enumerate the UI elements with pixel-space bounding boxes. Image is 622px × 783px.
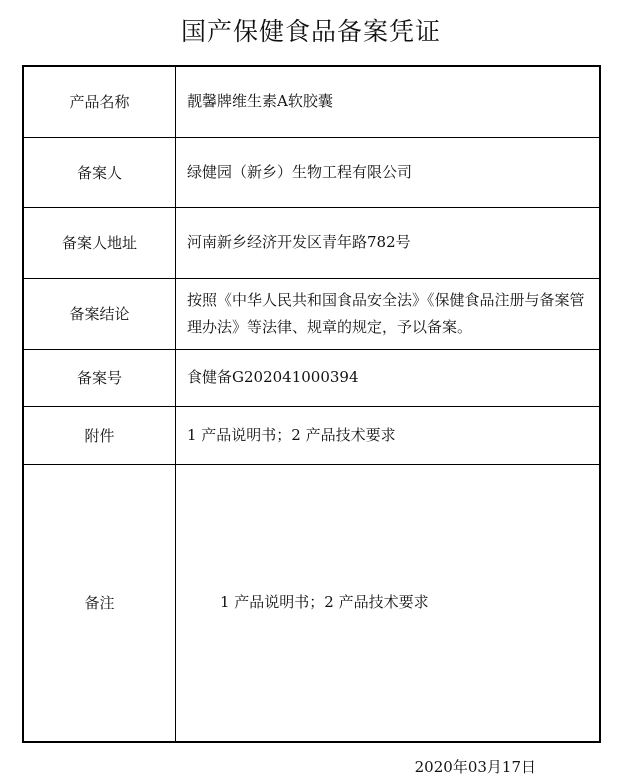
conclusion-value: 按照《中华人民共和国食品安全法》《保健食品注册与备案管理办法》等法律、规章的规定，予以备案。: [176, 278, 601, 349]
remarks-label: 备注: [23, 464, 176, 742]
conclusion-label: 备案结论: [23, 278, 176, 349]
record-number-value: 食健备G202041000394: [176, 349, 601, 406]
attachments-value: 1 产品说明书；2 产品技术要求: [176, 406, 601, 464]
issue-date: 2020年03月17日: [414, 758, 536, 776]
product-name-label: 产品名称: [23, 66, 176, 137]
filer-address-label: 备案人地址: [23, 207, 176, 278]
attachments-label: 附件: [23, 406, 176, 464]
table-row-record-number: [23, 349, 600, 406]
document-title: 国产保健食品备案凭证: [180, 17, 441, 46]
filer-value: 绿健园（新乡）生物工程有限公司: [176, 137, 601, 207]
table-row-remarks: [23, 464, 600, 742]
table-row-product-name: [23, 66, 600, 137]
filer-label: 备案人: [23, 137, 176, 207]
table-row-conclusion: [23, 278, 600, 349]
remarks-value: 1 产品说明书；2 产品技术要求: [176, 464, 601, 742]
table-row-filer: [23, 137, 600, 207]
filer-address-value: 河南新乡经济开发区青年路782号: [176, 207, 601, 278]
record-table: [22, 65, 601, 743]
table-row-attachments: [23, 406, 600, 464]
record-number-label: 备案号: [23, 349, 176, 406]
table-row-filer-address: [23, 207, 600, 278]
product-name-value: 靓馨牌维生素A软胶囊: [176, 66, 601, 137]
